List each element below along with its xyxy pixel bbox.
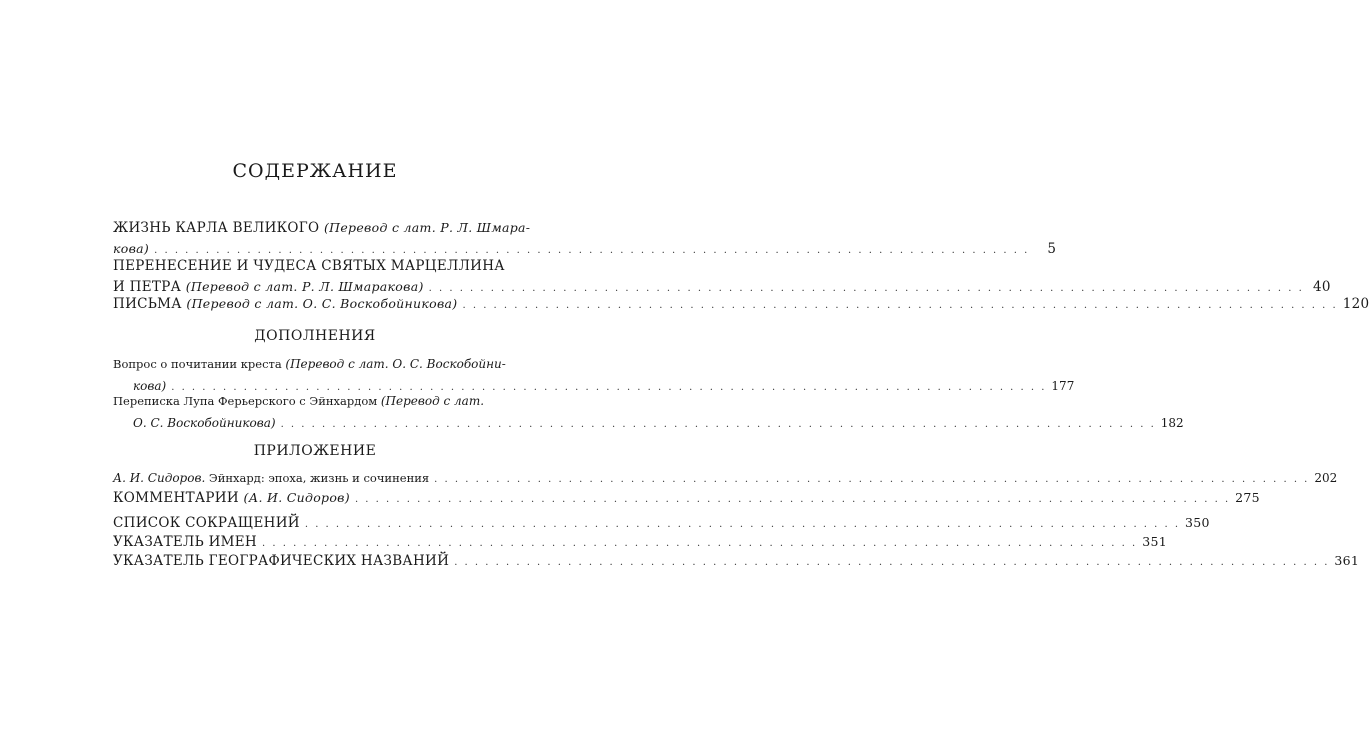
entry-heading: Эйнхард: эпоха, жизнь и сочинения — [208, 471, 430, 485]
entry-page: 202 — [1314, 471, 1338, 485]
entry-heading-cont: И ПЕТРА — [113, 279, 182, 295]
page-title: СОДЕРЖАНИЕ — [232, 160, 398, 182]
entry-heading: УКАЗАТЕЛЬ ИМЕН — [113, 534, 257, 550]
toc-entry-commentary[interactable] — [113, 490, 1260, 508]
dot-leader — [305, 519, 1180, 530]
entry-heading: ПИСЬМА — [113, 296, 182, 312]
entry-heading: ЖИЗНЬ КАРЛА ВЕЛИКОГО — [113, 220, 320, 236]
entry-note: (Перевод с лат. Р. Л. Шмаракова) — [185, 279, 424, 294]
entry-page: 361 — [1334, 553, 1360, 568]
dot-leader — [462, 300, 1337, 311]
dot-leader — [154, 245, 1029, 256]
entry-note-cont: кова) — [113, 241, 150, 256]
entry-note: (Перевод с лат. О. С. Воскобойни- — [285, 357, 506, 371]
toc-entry-letters[interactable] — [113, 296, 1369, 314]
dot-leader — [429, 283, 1304, 294]
dot-leader — [454, 557, 1329, 568]
entry-author: А. И. Сидоров. — [113, 471, 206, 485]
dot-leader — [281, 419, 1156, 430]
entry-heading: УКАЗАТЕЛЬ ГЕОГРАФИЧЕСКИХ НАЗВАНИЙ — [113, 553, 450, 569]
entry-note-cont: О. С. Воскобойникова) — [133, 416, 276, 430]
entry-page: 182 — [1160, 416, 1184, 430]
dot-leader — [355, 494, 1230, 505]
toc-entry-geographic-index[interactable] — [113, 553, 1360, 571]
entry-heading: Переписка Лупа Ферьерского с Эйнхардом — [113, 394, 378, 408]
entry-note-cont: кова) — [133, 379, 167, 393]
entry-heading: КОММЕНТАРИИ — [113, 490, 239, 506]
entry-page: 351 — [1142, 534, 1167, 549]
entry-page: 177 — [1051, 379, 1075, 393]
dot-leader — [171, 382, 1046, 393]
entry-heading: СПИСОК СОКРАЩЕНИЙ — [113, 515, 300, 531]
toc-entry-names-index[interactable] — [113, 534, 1167, 552]
entry-note: (Перевод с лат. Р. Л. Шмара- — [323, 220, 531, 235]
dot-leader — [262, 538, 1137, 549]
toc-entry-translation-marcellinus[interactable] — [113, 258, 1331, 297]
entry-page: 120 — [1342, 296, 1369, 312]
section-heading-appendix: ПРИЛОЖЕНИЕ — [253, 443, 377, 459]
entry-page: 275 — [1235, 490, 1260, 505]
toc-entry-charlemagne[interactable] — [113, 220, 1057, 259]
entry-note: (Перевод с лат. — [380, 394, 485, 408]
toc-entry-lupus-correspondence[interactable] — [113, 394, 1184, 434]
entry-page: 5 — [1047, 241, 1057, 257]
entry-page: 40 — [1313, 279, 1331, 295]
section-heading-additions: ДОПОЛНЕНИЯ — [254, 328, 376, 344]
dot-leader — [434, 474, 1309, 485]
entry-heading: Вопрос о почитании креста — [113, 357, 282, 371]
entry-note: (Перевод с лат. О. С. Воскобойникова) — [186, 296, 458, 311]
toc-entry-cross-veneration[interactable] — [113, 357, 1075, 397]
toc-entry-abbreviations[interactable] — [113, 515, 1210, 533]
entry-page: 350 — [1185, 515, 1210, 530]
toc-entry-einhard-essay[interactable] — [113, 471, 1338, 489]
entry-heading: ПЕРЕНЕСЕНИЕ И ЧУДЕСА СВЯТЫХ МАРЦЕЛЛИНА — [113, 258, 505, 274]
entry-note: (А. И. Сидоров) — [243, 490, 350, 505]
